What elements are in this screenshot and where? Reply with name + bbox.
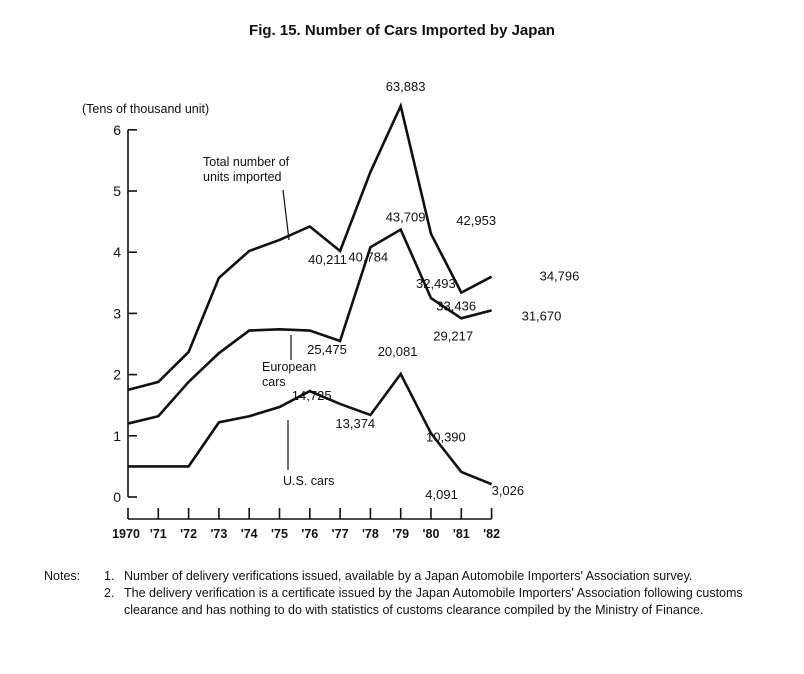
x-tick-label: '78 <box>361 527 379 541</box>
y-tick-label: 5 <box>113 183 121 199</box>
x-tick-label: '80 <box>422 527 440 541</box>
y-tick-label: 1 <box>113 427 121 444</box>
x-tick-label: '71 <box>149 527 167 541</box>
data-label: 3,026 <box>491 483 525 499</box>
data-label: 20,081 <box>377 343 418 359</box>
y-tick-label: 4 <box>113 244 121 261</box>
note-text: Number of delivery verifications issued, available by a Japan Automobile Importers' Association survey. <box>124 569 693 583</box>
data-label: 29,217 <box>433 328 474 344</box>
x-tick-label: '81 <box>452 527 470 541</box>
series-label: Total number of units imported <box>203 155 290 184</box>
data-label: 40,211 <box>308 251 347 267</box>
data-label: 43,709 <box>385 209 426 225</box>
leader-line <box>283 190 289 240</box>
data-label: 31,670 <box>521 308 562 324</box>
note-number: 2. <box>104 586 115 600</box>
notes-section <box>44 568 764 619</box>
data-label: 63,883 <box>385 78 426 94</box>
x-tick-label: '77 <box>331 527 349 541</box>
data-label: 33,436 <box>436 298 477 314</box>
note-number: 1. <box>104 569 115 583</box>
note-text: The delivery verification is a certificate issued by the Japan Automobile Importers' Association following customs clearance and has nothing to do with statistics of customs clearance compiled by the Ministry of Finance. <box>124 586 743 617</box>
x-tick-label: '76 <box>301 527 319 541</box>
y-tick-label: 3 <box>113 305 121 322</box>
y-tick-label: 6 <box>113 121 121 138</box>
data-label: 34,796 <box>539 268 580 284</box>
data-label: 10,390 <box>426 429 466 445</box>
data-label: 4,091 <box>425 486 458 502</box>
data-label: 25,475 <box>307 341 347 357</box>
data-label: 40,784 <box>348 249 389 265</box>
chart-title: Fig. 15. Number of Cars Imported by Japan <box>249 22 555 39</box>
x-tick-label: 1970 <box>112 527 140 541</box>
x-tick-label: '75 <box>271 527 288 541</box>
data-label: 13,374 <box>335 415 376 431</box>
x-tick-label: '72 <box>180 527 198 541</box>
data-label: 14,725 <box>291 388 332 404</box>
note-item <box>104 585 764 619</box>
x-tick-label: '79 <box>392 527 410 541</box>
series-label: European cars <box>262 360 317 389</box>
x-tick-label: '82 <box>483 527 501 541</box>
y-axis-label: (Tens of thousand unit) <box>82 102 210 116</box>
note-item <box>104 568 764 585</box>
data-label: 42,953 <box>456 212 497 228</box>
y-tick-label: 0 <box>113 489 121 505</box>
notes-label: Notes: <box>44 569 81 583</box>
data-label: 32,493 <box>416 276 456 292</box>
series-label: U.S. cars <box>283 474 335 488</box>
x-tick-label: '74 <box>240 527 258 541</box>
y-tick-label: 2 <box>113 366 121 383</box>
x-tick-label: '73 <box>210 527 228 541</box>
